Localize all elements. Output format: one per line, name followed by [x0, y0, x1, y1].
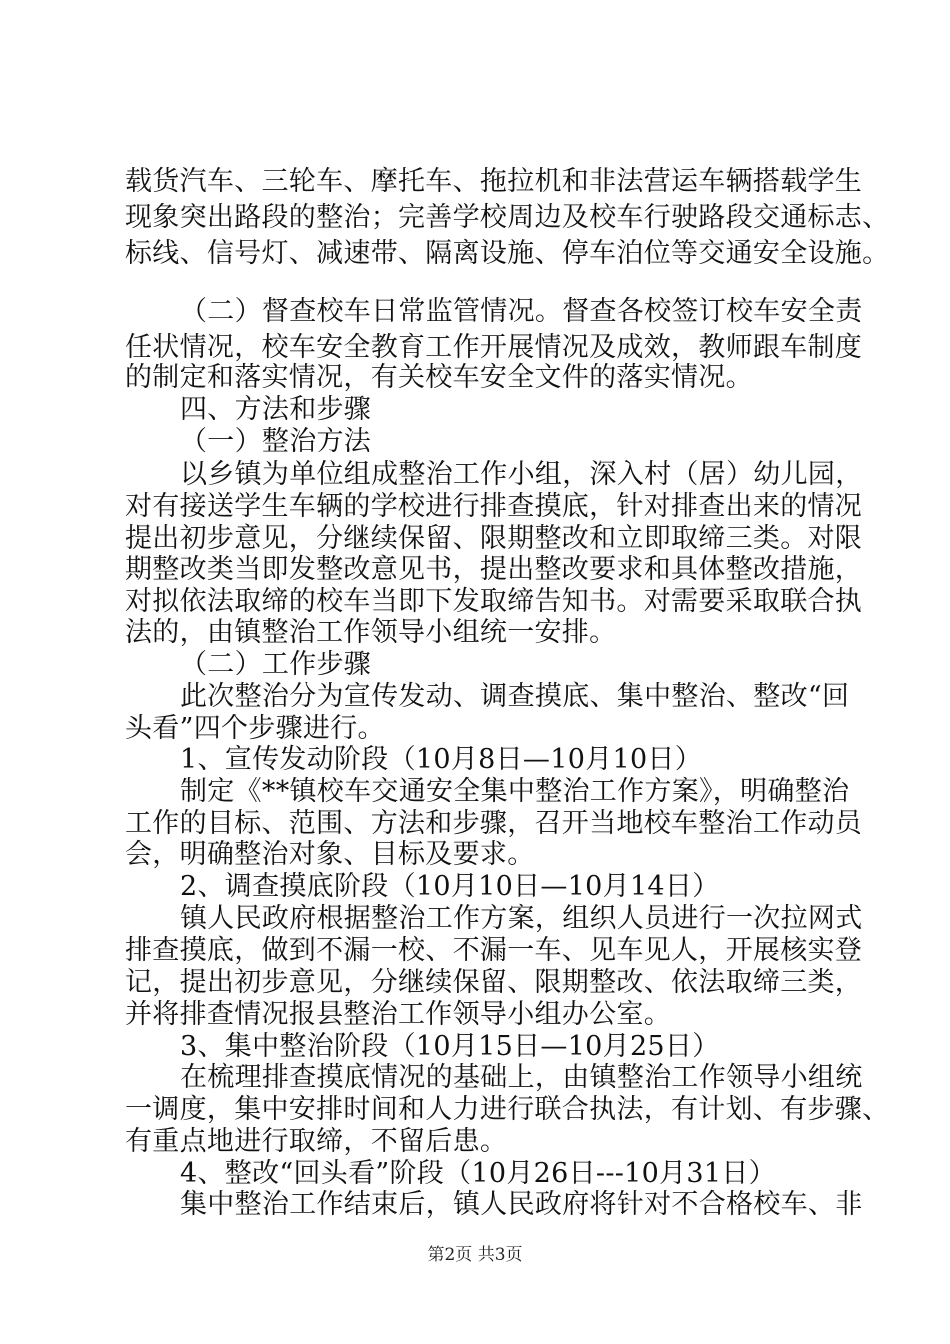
- step-heading: 1、宣传发动阶段（10月8日—10月10日）: [180, 744, 703, 775]
- text-line: 一调度，集中安排时间和人力进行联合执法，有计划、有步骤、: [125, 1094, 890, 1125]
- section-heading: 四、方法和步骤: [180, 394, 372, 425]
- text-line: 排查摸底，做到不漏一校、不漏一车、见车见人，开展核实登: [125, 935, 863, 966]
- text-line: 以乡镇为单位组成整治工作小组，深入村（居）幼儿园，: [180, 459, 863, 490]
- text-line: 制定《**镇校车交通安全集中整治工作方案》，明确整治: [180, 776, 850, 807]
- text-line: 任状情况，校车安全教育工作开展情况及成效，教师跟车制度: [125, 332, 863, 363]
- text-line: 对有接送学生车辆的学校进行排查摸底，针对排查出来的情况: [125, 491, 863, 522]
- text-line: 在梳理排查摸底情况的基础上，由镇整治工作领导小组统: [180, 1062, 863, 1093]
- text-line: 法的，由镇整治工作领导小组统一安排。: [125, 617, 617, 648]
- text-line: 工作的目标、范围、方法和步骤，召开当地校车整治工作动员: [125, 808, 863, 839]
- step-heading: 3、集中整治阶段（10月15日—10月25日）: [180, 1031, 720, 1062]
- step-heading: 4、整改“回头看”阶段（10月26日---10月31日）: [180, 1158, 776, 1189]
- page-number-footer: 第2页 共3页: [427, 1245, 523, 1265]
- text-line: 有重点地进行取缔，不留后患。: [125, 1126, 508, 1157]
- text-line: 并将排查情况报县整治工作领导小组办公室。: [125, 999, 671, 1030]
- paragraph-heading: （二）督查校车日常监管情况。督查各校签订校车安全责: [180, 296, 863, 327]
- text-line: 镇人民政府根据整治工作方案，组织人员进行一次拉网式: [180, 903, 863, 934]
- text-line: 载货汽车、三轮车、摩托车、拖拉机和非法营运车辆搭载学生: [125, 166, 863, 197]
- text-line: 集中整治工作结束后，镇人民政府将针对不合格校车、非: [180, 1189, 863, 1220]
- text-line: 现象突出路段的整治；完善学校周边及校车行驶路段交通标志、: [125, 202, 890, 233]
- text-line: 记，提出初步意见，分继续保留、限期整改、依法取缔三类，: [125, 967, 863, 998]
- step-heading: 2、调查摸底阶段（10月10日—10月14日）: [180, 871, 720, 902]
- subsection-heading: （一）整治方法: [180, 426, 372, 457]
- text-line: 期整改类当即发整改意见书，提出整改要求和具体整改措施，: [125, 554, 863, 585]
- text-line: 会，明确整治对象、目标及要求。: [125, 839, 535, 870]
- subsection-heading: （二）工作步骤: [180, 649, 372, 680]
- text-line: 头看”四个步骤进行。: [125, 713, 385, 744]
- text-line: 此次整治分为宣传发动、调查摸底、集中整治、整改“回: [180, 681, 850, 712]
- text-line: 的制定和落实情况，有关校车安全文件的落实情况。: [125, 362, 753, 393]
- text-line: 对拟依法取缔的校车当即下发取缔告知书。对需要采取联合执: [125, 586, 863, 617]
- text-line: 提出初步意见，分继续保留、限期整改和立即取缔三类。对限: [125, 523, 863, 554]
- text-line: 标线、信号灯、减速带、隔离设施、停车泊位等交通安全设施。: [125, 238, 890, 269]
